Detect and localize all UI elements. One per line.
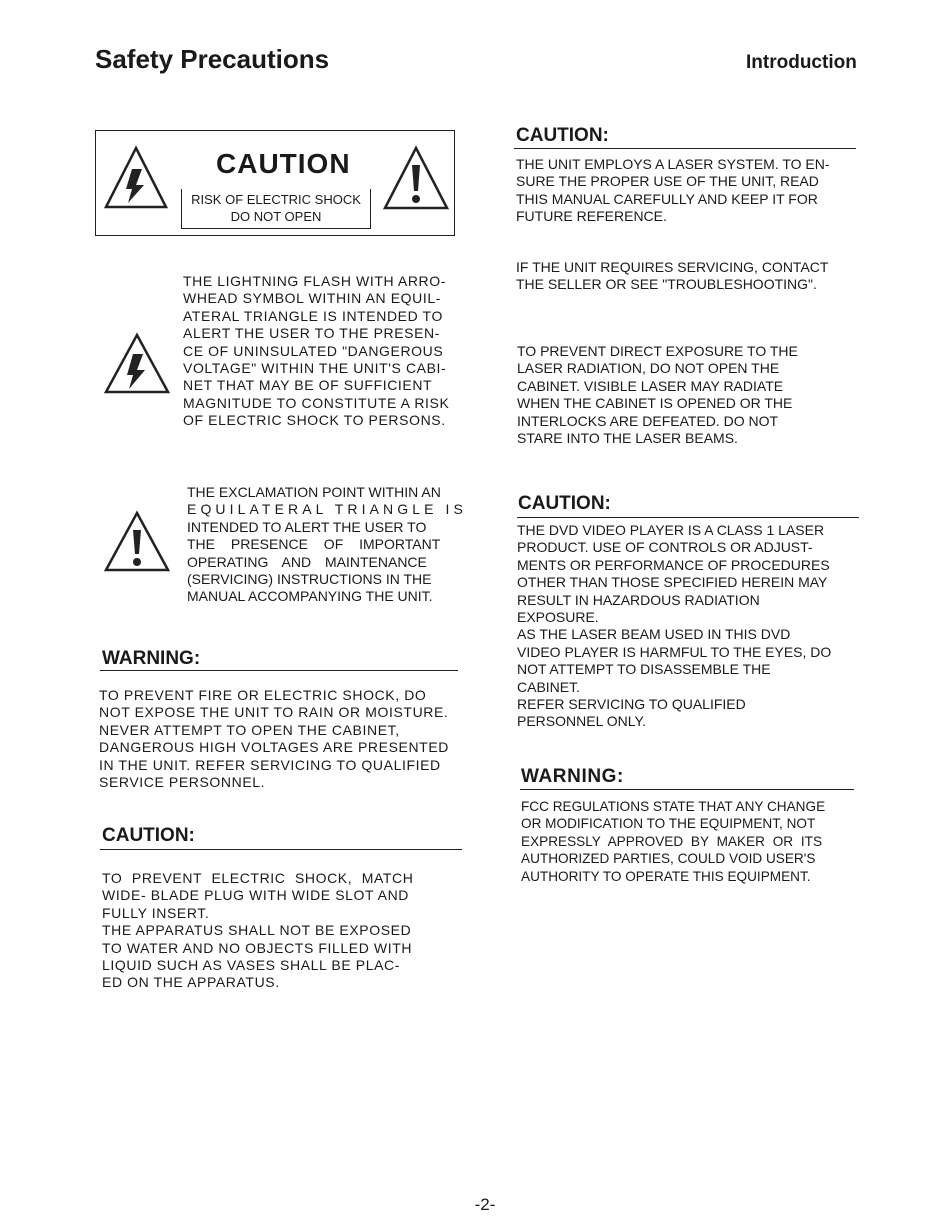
divider [514, 148, 856, 149]
caution-box-title: CAUTION [216, 148, 351, 179]
text-line: NOT ATTEMPT TO DISASSEMBLE THE [517, 661, 771, 678]
text-line: DANGEROUS HIGH VOLTAGES ARE PRESENTED [99, 739, 449, 756]
exclamation-triangle-icon [383, 145, 449, 211]
lightning-triangle-icon [104, 332, 170, 394]
text-line: PERSONNEL ONLY. [517, 713, 646, 730]
text-line: REFER SERVICING TO QUALIFIED [517, 696, 746, 713]
text-line: SURE THE PROPER USE OF THE UNIT, READ [516, 173, 819, 190]
text-line: OTHER THAN THOSE SPECIFIED HEREIN MAY [517, 574, 828, 591]
text-line: INTENDED TO ALERT THE USER TO [187, 518, 427, 535]
text-line: THIS MANUAL CAREFULLY AND KEEP IT FOR [516, 190, 818, 207]
text-line: IN THE UNIT. REFER SERVICING TO QUALIFIED [99, 756, 441, 773]
lightning-description [183, 273, 449, 430]
caution-box-subtitle [181, 189, 371, 229]
right-warning-heading: WARNING: [521, 766, 624, 787]
text-line: FUTURE REFERENCE. [516, 208, 667, 225]
text-line: THE PRESENCE OF IMPORTANT [187, 536, 441, 553]
right-caution2-text [517, 522, 831, 731]
caution-label-box [95, 130, 455, 236]
text-line: ED ON THE APPARATUS. [102, 974, 280, 991]
left-warning-text [99, 687, 449, 791]
text-line: LASER RADIATION, DO NOT OPEN THE [517, 360, 780, 377]
exclamation-description [187, 484, 467, 606]
divider [100, 670, 458, 671]
text-line: RESULT IN HAZARDOUS RADIATION [517, 591, 760, 608]
text-line: THE SELLER OR SEE "TROUBLESHOOTING". [516, 276, 817, 293]
text-line: CABINET. VISIBLE LASER MAY RADIATE [517, 377, 784, 394]
right-caution2-heading: CAUTION: [518, 493, 611, 514]
text-line: FULLY INSERT. [102, 904, 210, 921]
text-line: TO PREVENT ELECTRIC SHOCK, MATCH [102, 870, 414, 886]
text-line: MANUAL ACCOMPANYING THE UNIT. [187, 588, 433, 605]
text-line: EXPOSURE. [517, 609, 599, 626]
text-line: NET THAT MAY BE OF SUFFICIENT [183, 377, 433, 394]
text-line: AUTHORIZED PARTIES, COULD VOID USER'S [521, 851, 816, 867]
text-line: INTERLOCKS ARE DEFEATED. DO NOT [517, 412, 779, 429]
right-warning-text [521, 798, 825, 885]
text-line: WHEN THE CABINET IS OPENED OR THE [517, 395, 793, 412]
text-line: THE APPARATUS SHALL NOT BE EXPOSED [102, 922, 412, 939]
text-line: THE LIGHTNING FLASH WITH ARRO- [183, 273, 447, 289]
text-line: EXPRESSLY APPROVED BY MAKER OR ITS [521, 833, 823, 849]
divider [520, 789, 854, 790]
caution-box-line2: DO NOT OPEN [230, 209, 322, 224]
text-line: (SERVICING) INSTRUCTIONS IN THE [187, 571, 432, 588]
lightning-triangle-icon [104, 145, 168, 209]
text-line: ATERAL TRIANGLE IS INTENDED TO [183, 307, 443, 324]
section-label: Introduction [746, 52, 857, 73]
text-line: THE DVD VIDEO PLAYER IS A CLASS 1 LASER [517, 522, 825, 538]
text-line: PRODUCT. USE OF CONTROLS OR ADJUST- [517, 539, 813, 556]
text-line: FCC REGULATIONS STATE THAT ANY CHANGE [521, 799, 826, 814]
right-caution-heading: CAUTION: [516, 125, 609, 146]
right-caution-para1 [516, 156, 830, 226]
text-line: WHEAD SYMBOL WITHIN AN EQUIL- [183, 290, 442, 307]
caution-box-line1: RISK OF ELECTRIC SHOCK [191, 192, 361, 207]
text-line: ALERT THE USER TO THE PRESEN- [183, 325, 441, 342]
left-caution-text [102, 870, 413, 992]
page-title: Safety Precautions [95, 44, 330, 74]
text-line: VOLTAGE" WITHIN THE UNIT'S CABI- [183, 360, 447, 377]
text-line: OPERATING AND MAINTENANCE [187, 553, 427, 570]
divider [517, 517, 859, 518]
text-line: STARE INTO THE LASER BEAMS. [517, 430, 738, 447]
right-caution-para2 [516, 259, 828, 294]
text-line: CABINET. [517, 678, 581, 695]
text-line: TO PREVENT FIRE OR ELECTRIC SHOCK, DO [99, 687, 427, 703]
text-line: SERVICE PERSONNEL. [99, 774, 266, 791]
text-line: AUTHORITY TO OPERATE THIS EQUIPMENT. [521, 868, 811, 884]
text-line: TO PREVENT DIRECT EXPOSURE TO THE [517, 343, 798, 359]
exclamation-triangle-icon [104, 510, 170, 572]
text-line: MENTS OR PERFORMANCE OF PROCEDURES [517, 556, 830, 573]
divider [100, 849, 462, 850]
text-line: CE OF UNINSULATED "DANGEROUS [183, 342, 444, 359]
left-warning-heading: WARNING: [102, 648, 201, 669]
text-line: WIDE- BLADE PLUG WITH WIDE SLOT AND [102, 887, 410, 904]
text-line: VIDEO PLAYER IS HARMFUL TO THE EYES, DO [517, 643, 832, 660]
left-caution-heading: CAUTION: [102, 825, 195, 846]
text-line: MAGNITUDE TO CONSTITUTE A RISK [183, 394, 450, 411]
text-line: THE UNIT EMPLOYS A LASER SYSTEM. TO EN- [516, 156, 830, 172]
text-line: LIQUID SUCH AS VASES SHALL BE PLAC- [102, 957, 400, 974]
right-caution-para3 [517, 343, 798, 447]
text-line: THE EXCLAMATION POINT WITHIN AN [187, 484, 441, 500]
text-line: NEVER ATTEMPT TO OPEN THE CABINET, [99, 721, 400, 738]
text-line: OF ELECTRIC SHOCK TO PERSONS. [183, 412, 446, 429]
text-line: AS THE LASER BEAM USED IN THIS DVD [517, 626, 791, 643]
page-number: -2- [474, 1195, 496, 1214]
text-line: TO WATER AND NO OBJECTS FILLED WITH [102, 939, 413, 956]
text-line: IF THE UNIT REQUIRES SERVICING, CONTACT [516, 259, 829, 275]
text-line: OR MODIFICATION TO THE EQUIPMENT, NOT [521, 816, 816, 832]
text-line: EQUILATERAL TRIANGLE IS [187, 501, 467, 518]
text-line: NOT EXPOSE THE UNIT TO RAIN OR MOISTURE. [99, 704, 449, 721]
